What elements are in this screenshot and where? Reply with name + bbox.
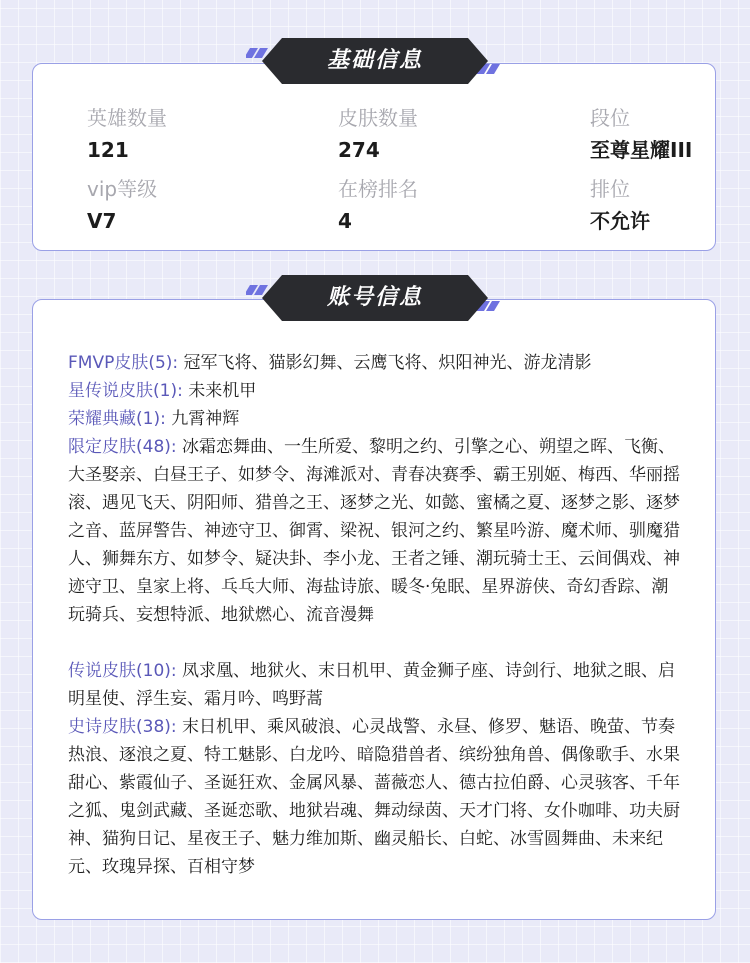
stat-leaderboard-rank	[338, 177, 418, 233]
category-name: FMVP皮肤(5):	[68, 353, 179, 373]
stat-rank-tier	[590, 106, 692, 162]
stat-label: 在榜排名	[338, 177, 418, 201]
skin-category-limited	[68, 433, 680, 629]
stat-hero-count	[87, 106, 167, 162]
skin-category-star-legend	[68, 377, 680, 405]
stat-skin-count	[338, 106, 418, 162]
account-info-banner	[246, 275, 504, 321]
basic-info-banner	[246, 38, 504, 84]
category-items: 冰霜恋舞曲、一生所爱、黎明之约、引擎之心、朔望之晖、飞衡、大圣娶亲、白昼王子、如梦令、海滩派对、青春决赛季、霸王别姬、梅西、华丽摇滚、遇见飞天、阴阳师、猎兽之王、逐梦之光、如懿、蜜橘之夏、逐梦之影、逐梦之音、蓝屏警告、神迹守卫、御霄、梁祝、银河之约、繁星吟游、魔术师、驯魔猎人、狮舞东方、如梦令、疑决卦、李小龙、王者之锤、潮玩骑士王、云间偶戏、神迹守卫、皇家上将、乓乓大师、海盐诗旅、暖冬·兔眠、星界游侠、奇幻香踪、潮玩骑兵、妄想特派、地狱燃心、流音漫舞	[68, 437, 680, 625]
category-name: 传说皮肤(10):	[68, 661, 177, 681]
category-items: 冠军飞将、猫影幻舞、云鹰飞将、炽阳神光、游龙清影	[183, 353, 592, 373]
stat-label: 英雄数量	[87, 106, 167, 130]
stat-value: 274	[338, 138, 380, 162]
stat-value: V7	[87, 209, 117, 233]
category-items: 凤求凰、地狱火、末日机甲、黄金狮子座、诗剑行、地狱之眼、启明星使、浮生妄、霜月吟、鸣野蒿	[68, 661, 676, 709]
category-name: 限定皮肤(48):	[68, 437, 177, 457]
skin-category-epic	[68, 713, 680, 881]
stat-label: 排位	[590, 177, 630, 201]
stat-value: 121	[87, 138, 129, 162]
category-name: 星传说皮肤(1):	[68, 381, 183, 401]
category-name: 荣耀典藏(1):	[68, 409, 166, 429]
stat-value: 不允许	[590, 209, 650, 233]
section-title: 账号信息	[326, 285, 423, 310]
stat-ranked-allowed	[590, 177, 650, 233]
category-items: 九霄神辉	[171, 409, 240, 429]
skin-list	[68, 349, 680, 881]
category-items: 末日机甲、乘风破浪、心灵战警、永昼、修罗、魅语、晚萤、节奏热浪、逐浪之夏、特工魅影、白龙吟、暗隐猎兽者、缤纷独角兽、偶像歌手、水果甜心、紫霞仙子、圣诞狂欢、金属风暴、蔷薇恋人、德古拉伯爵、心灵骇客、千年之狐、鬼剑武藏、圣诞恋歌、地狱岩魂、舞动绿茵、天才门将、女仆咖啡、功夫厨神、猫狗日记、星夜王子、魅力维加斯、幽灵船长、白蛇、冰雪圆舞曲、未来纪元、玫瑰异探、百相守梦	[68, 717, 680, 877]
section-title: 基础信息	[326, 48, 423, 73]
stat-vip-level	[87, 177, 157, 233]
stat-value: 4	[338, 209, 352, 233]
skin-category-fmvp	[68, 349, 680, 377]
category-items: 未来机甲	[188, 381, 257, 401]
category-name: 史诗皮肤(38):	[68, 717, 177, 737]
stat-label: 段位	[590, 106, 630, 130]
skin-category-glory-collection	[68, 405, 680, 433]
stat-label: vip等级	[87, 177, 158, 201]
skin-category-legend	[68, 657, 680, 713]
stat-label: 皮肤数量	[338, 106, 418, 130]
spacer	[68, 629, 680, 657]
stat-value: 至尊星耀III	[590, 138, 693, 162]
basic-info-panel	[32, 63, 716, 251]
